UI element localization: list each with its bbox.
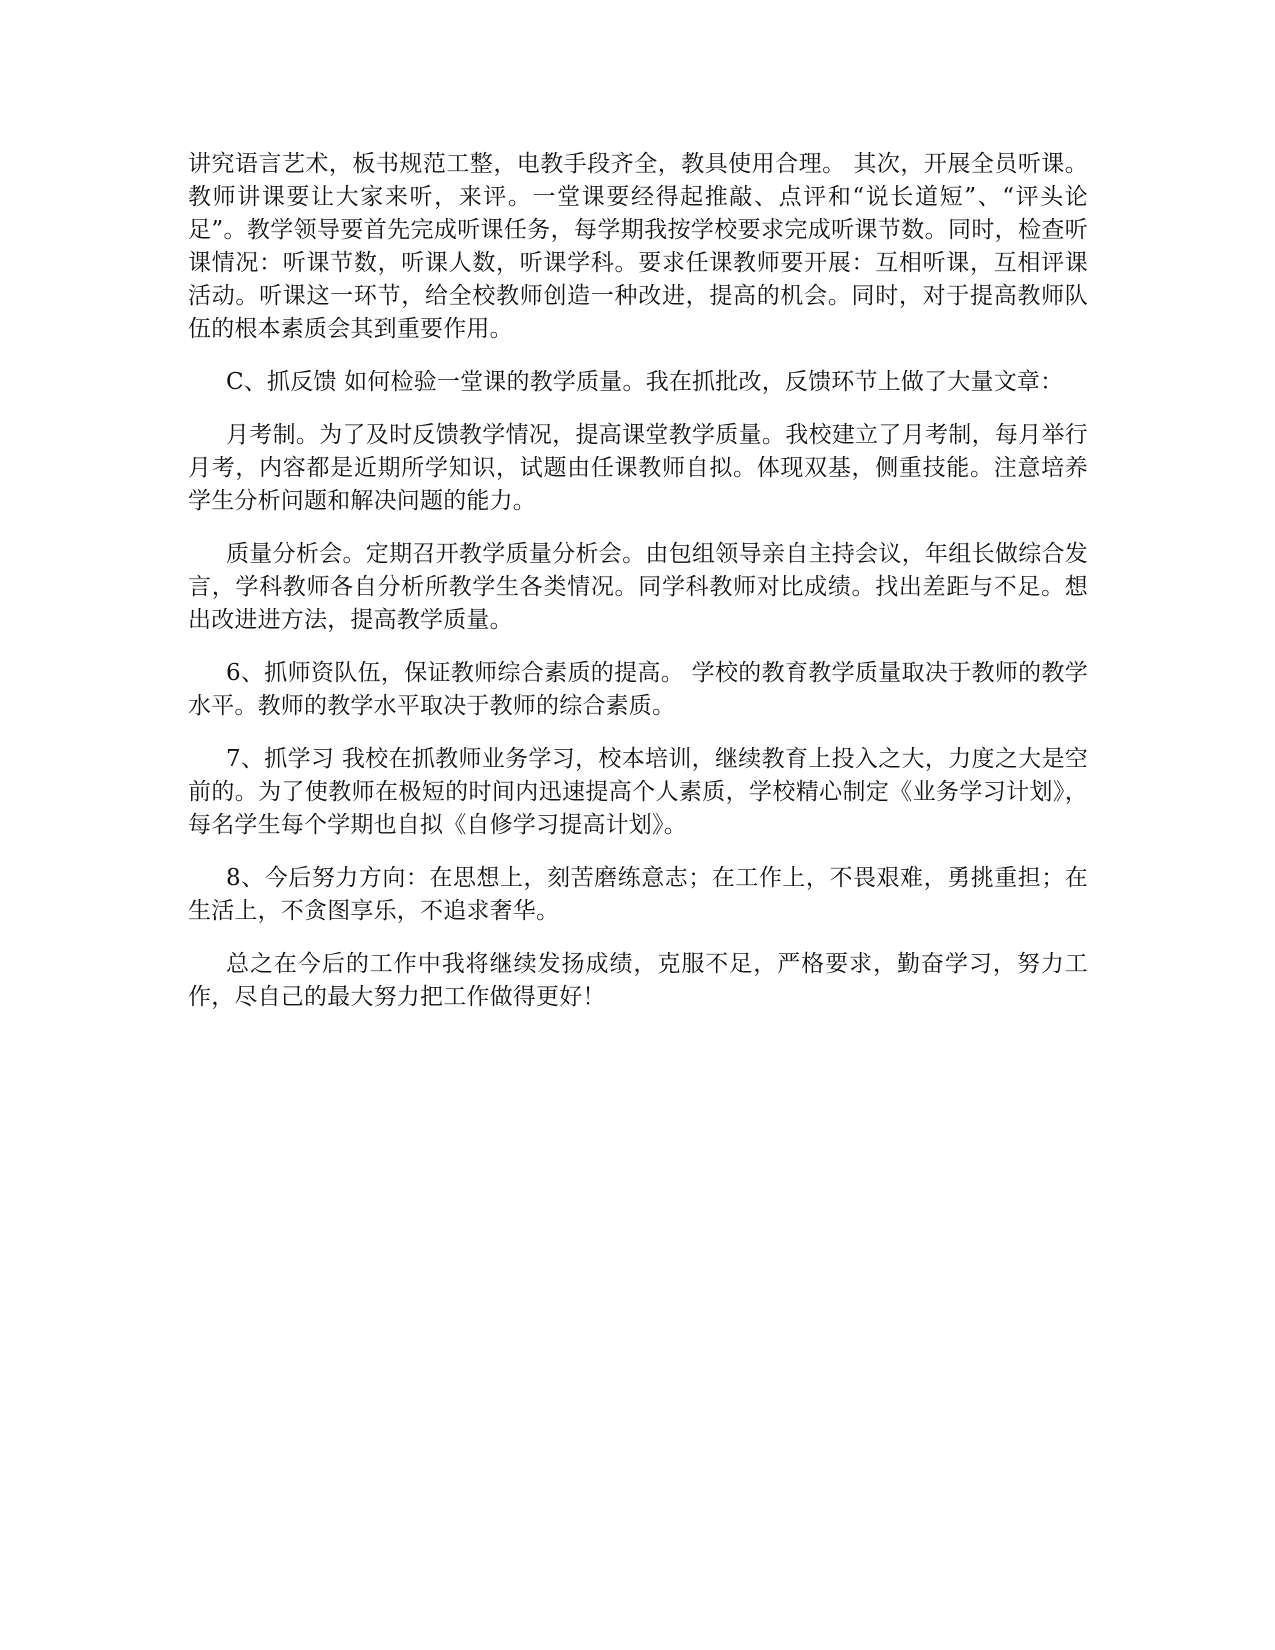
paragraph-feedback-heading: C、抓反馈 如何检验一堂课的教学质量。我在抓批改，反馈环节上做了大量文章： bbox=[226, 369, 1064, 395]
paragraph-monthly-exam: 月考制。为了及时反馈教学情况，提高课堂教学质量。我校建立了月考制，每月举行月考，内容都是近期所学知识，试题由任课教师自拟。体现双基，侧重技能。注意培养学生分析问题和解决问题的能力。 bbox=[188, 422, 1088, 514]
document-body bbox=[188, 148, 1088, 1034]
paragraph-teacher-quality: 6、抓师资队伍，保证教师综合素质的提高。 学校的教育教学质量取决于教师的教学水平。教师的教学水平取决于教师的综合素质。 bbox=[188, 660, 1088, 719]
paragraph-study: 7、抓学习 我校在抓教师业务学习，校本培训，继续教育上投入之大，力度之大是空前的。为了使教师在极短的时间内迅速提高个人素质，学校精心制定《业务学习计划》，每名学生每个学期也自拟《自修学习提高计划》。 bbox=[188, 746, 1088, 838]
paragraph-listening-evaluation: 讲究语言艺术，板书规范工整，电教手段齐全，教具使用合理。 其次，开展全员听课。教师讲课要让大家来听，来评。一堂课要经得起推敲、点评和“说长道短”、“评头论足”。教学领导要首先完成听课任务，每学期我按学校要求完成听课节数。同时，检查听课情况：听课节数，听课人数，听课学科。要求任课教师要开展：互相听课，互相评课活动。听课这一环节，给全校教师创造一种改进，提高的机会。同时，对于提高教师队伍的根本素质会其到重要作用。 bbox=[188, 151, 1088, 342]
paragraph-quality-analysis: 质量分析会。定期召开教学质量分析会。由包组领导亲自主持会议，年组长做综合发言，学科教师各自分析所教学生各类情况。同学科教师对比成绩。找出差距与不足。想出改进进方法，提高教学质量。 bbox=[188, 541, 1088, 633]
paragraph-future-direction: 8、今后努力方向：在思想上，刻苦磨练意志；在工作上，不畏艰难，勇挑重担；在生活上，不贪图享乐，不追求奢华。 bbox=[188, 865, 1088, 924]
paragraph-conclusion: 总之在今后的工作中我将继续发扬成绩，克服不足，严格要求，勤奋学习，努力工作，尽自己的最大努力把工作做得更好！ bbox=[188, 951, 1088, 1010]
